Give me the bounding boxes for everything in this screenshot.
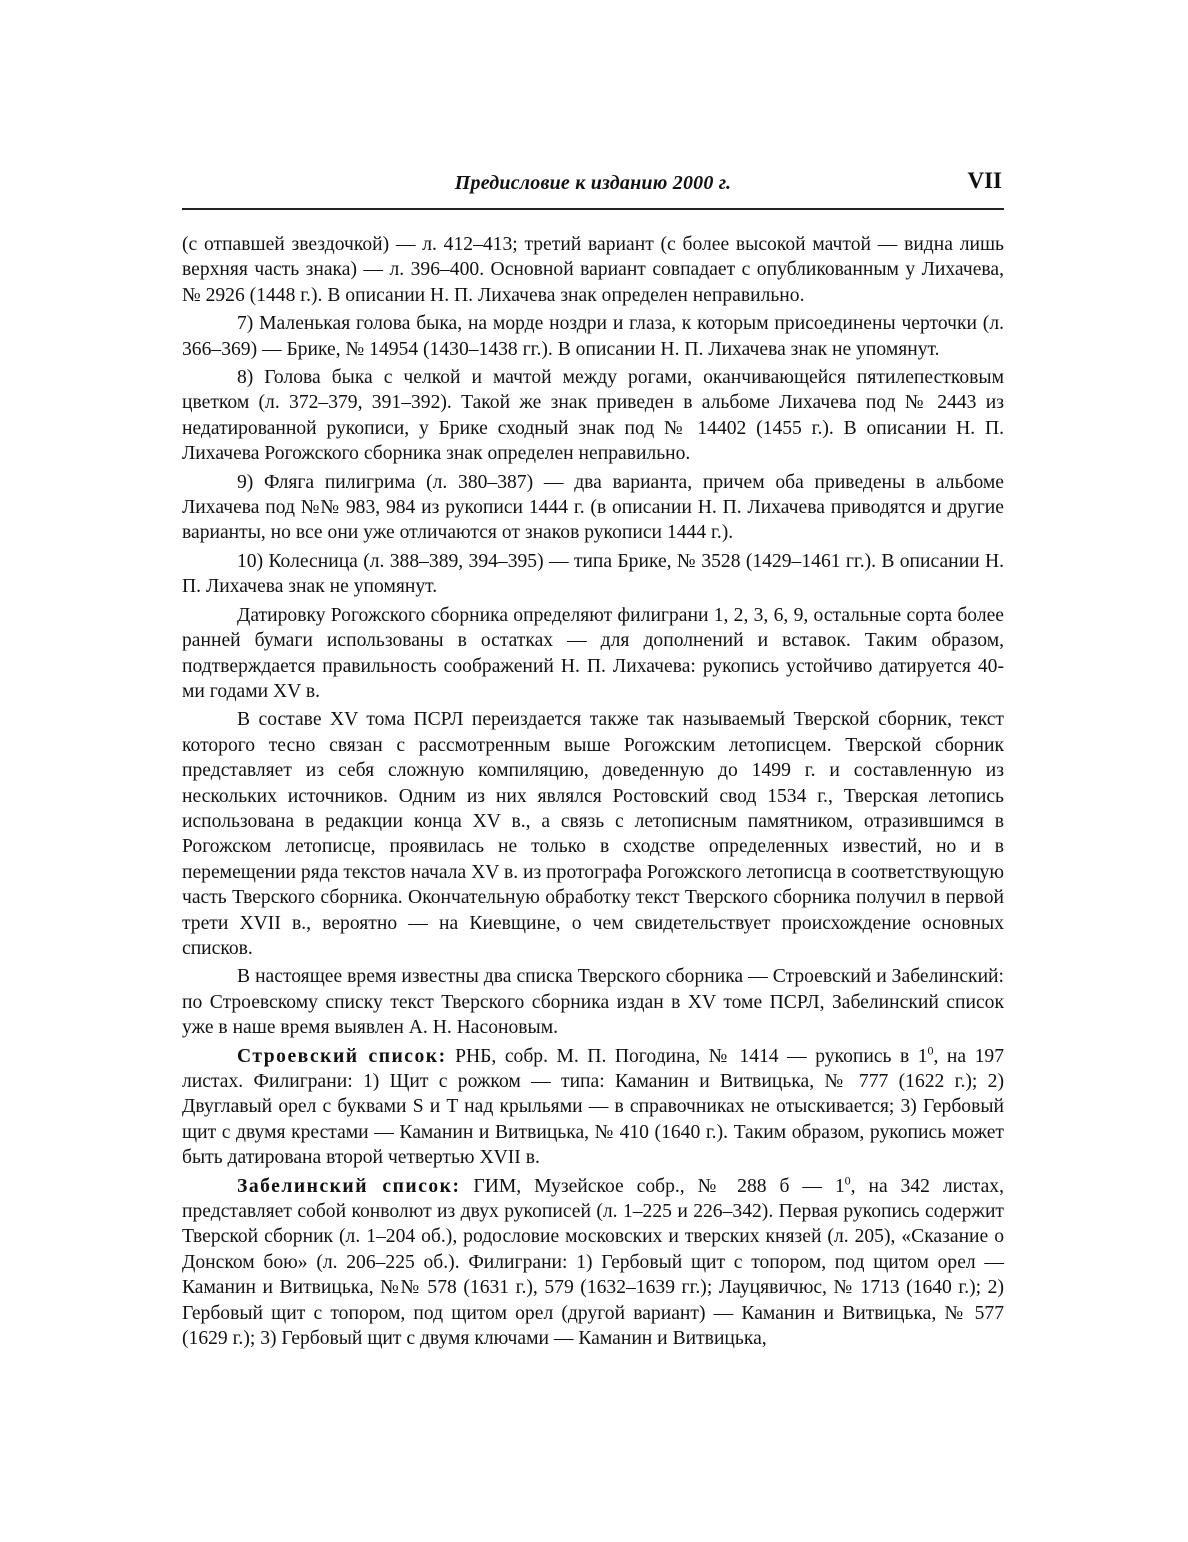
body-text <box>182 232 1004 1351</box>
running-header <box>182 168 1004 210</box>
page-number: VII <box>967 168 1002 193</box>
stroev-list-superscript: 0 <box>927 1043 934 1058</box>
paragraph-7: В составе XV тома ПСРЛ переиздается также так называемый Тверской сборник, текст которого тесно связан с рассмотренным выше Рогожским летописцем. Тверской сборник представляет из себя сложную компиляцию, доведенную до 1499 г. и составленную из нескольких источников. Одним из них являлся Ростовский свод 1534 г., Тверская летопись использована в редакции конца XV в., а связь с летописным памятником, отразившимся в Рогожском летописце, проявилась не только в сходстве определенных известий, но и в перемещении ряда текстов начала XV в. из протографа Рогожского летописца в соответствующую часть Тверского сборника. Окончательную обработку текст Тверского сборника получил в первой трети XVII в., вероятно — на Киевщине, о чем свидетельствует происхождение основных списков. <box>182 709 1004 959</box>
stroev-list-text-b: , на 197 листах. Филиграни: 1) Щит с рожком — типа: Каманин и Витвицька, № 777 (1622 г.); 2) Двуглавый орел с буквами S и T над крыльями — в справочниках не отыскивается; 3) Гербовый щит с двумя крестами — Каманин и Витвицька, № 410 (1640 г.). Таким образом, рукопись может быть датирована второй четвертью XVII в. <box>182 1045 1005 1169</box>
paragraph-5: 10) Колесница (л. 388–389, 394–395) — типа Брике, № 3528 (1429–1461 гг.). В описании Н. П. Лихачева знак не упомянут. <box>182 550 1004 598</box>
paragraph-zabelin-list <box>182 1174 1004 1352</box>
zabelin-list-text-b: , на 342 листах, представляет собой конволют из двух рукописей (л. 1–225 и 226–342). Первая рукопись содержит Тверской сборник (л. 1–204 об.), родословие московских и тверских князей (л. 205), «Сказание о Донском бою» (л. 206–225 об.). Филиграни: 1) Гербовый щит с топором, под щитом орел — Каманин и Витвицька, №№ 578 (1631 г.), 579 (1632–1639 гг.); Лауцявичюс, № 1713 (1640 г.); 2) Гербовый щит с топором, под щитом орел (другой вариант) — Каманин и Витвицька, № 577 (1629 г.); 3) Гербовый щит с двумя ключами — Каманин и Витвицька, <box>182 1175 1004 1350</box>
stroev-list-label: Строевский список: <box>237 1045 447 1067</box>
paragraph-4: 9) Фляга пилигрима (л. 380–387) — два варианта, причем оба приведены в альбоме Лихачева под №№ 983, 984 из рукописи 1444 г. (в описании Н. П. Лихачева приводятся и другие варианты, но все они уже отличаются от знаков рукописи 1444 г.). <box>182 471 1004 544</box>
paragraph-stroev-list <box>182 1044 1004 1171</box>
paragraph-8: В настоящее время известны два списка Тверского сборника — Строевский и Забелинский: по Строевскому списку текст Тверского сборника издан в XV томе ПСРЛ, Забелинский список уже в наше время выявлен А. Н. Насоновым. <box>182 966 1004 1039</box>
paragraph-6: Датировку Рогожского сборника определяют филиграни 1, 2, 3, 6, 9, остальные сорта более ранней бумаги использованы в остатках — для дополнений и вставок. Таким образом, подтверждается правильность соображений Н. П. Лихачева: рукопись устойчиво датируется 40-ми годами XV в. <box>182 604 1004 702</box>
book-page <box>182 168 1004 1354</box>
stroev-list-text-a: РНБ, собр. М. П. Погодина, № 1414 — рукопись в 1 <box>446 1045 928 1067</box>
paragraph-3: 8) Голова быка с челкой и мачтой между рогами, оканчивающейся пятилепестковым цветком (л. 372–379, 391–392). Такой же знак приведен в альбоме Лихачева под № 2443 из недатированной рукописи, у Брике сходный знак под № 14402 (1455 г.). В описании Н. П. Лихачева Рогожского сборника знак определен неправильно. <box>182 367 1004 465</box>
paragraph-1: (с отпавшей звездочкой) — л. 412–413; третий вариант (с более высокой мачтой — видна лишь верхняя часть знака) — л. 396–400. Основной вариант совпадает с опубликованным у Лихачева, № 2926 (1448 г.). В описании Н. П. Лихачева знак определен неправильно. <box>182 234 1004 306</box>
zabelin-list-text-a: ГИМ, Музейское собр., № 288 б — 1 <box>460 1175 845 1197</box>
zabelin-list-label: Забелинский список: <box>237 1175 461 1197</box>
zabelin-list-superscript: 0 <box>844 1173 851 1188</box>
running-title: Предисловие к изданию 2000 г. <box>454 172 732 194</box>
paragraph-2: 7) Маленькая голова быка, на морде ноздри и глаза, к которым присоединены черточки (л. 366–369) — Брике, № 14954 (1430–1438 гг.). В описании Н. П. Лихачева знак не упомянут. <box>182 313 1004 360</box>
